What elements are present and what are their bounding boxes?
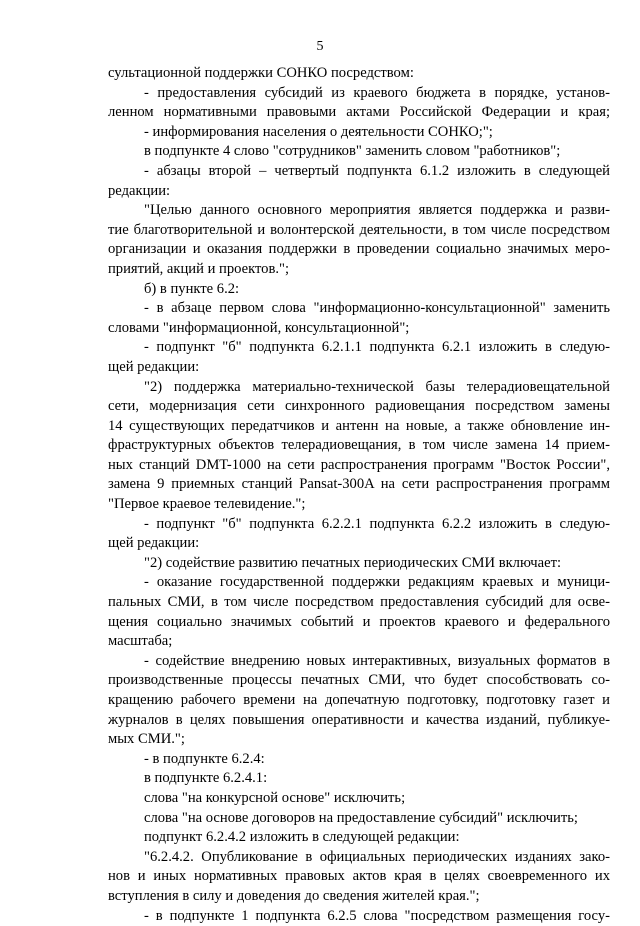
text-line: кращению рабочего времени на допечатную подготовку, подготовку газет и — [108, 692, 610, 708]
text-line: пальных СМИ, в том числе посредством предоставления субсидий для осве- — [108, 594, 610, 611]
text-line: журналов в целях повышения оперативности и качества изданий, публикуе- — [108, 711, 610, 728]
text-line: - предоставления субсидий из краевого бюджета в порядке, установ- — [144, 84, 610, 101]
text-line: "6.2.4.2. Опубликование в официальных периодических изданиях зако- — [144, 848, 610, 865]
text-line: - информирования населения о деятельности СОНКО;"; — [144, 123, 493, 140]
text-line: организации и оказания поддержки в проведении социально значимых меро- — [108, 241, 610, 258]
text-line: вступления в силу и доведения до сведения жителей края."; — [108, 887, 480, 904]
text-line: "2) поддержка материально-технической базы телерадиовещательной — [144, 378, 610, 395]
text-line: - в подпункте 1 подпункта 6.2.5 слова "посредством размещения госу- — [144, 907, 610, 924]
text-line: "Первое краевое телевидение."; — [108, 496, 306, 513]
text-line: замена 9 приемных станций Pansat-300A на сети распространения программ — [108, 476, 610, 493]
text-line: "Целью данного основного мероприятия является поддержка и разви- — [144, 202, 610, 219]
text-line: редакции: — [108, 182, 171, 199]
text-line: ленном нормативными правовыми актами Российской Федерации и края; — [108, 104, 610, 121]
text-line: фраструктурных объектов телерадиовещания, в том числе замена 14 прием- — [108, 437, 610, 454]
text-line: нов и иных нормативных правовых актов края в целях своевременного их — [108, 868, 610, 885]
text-line: - абзацы второй – четвертый подпункта 6.1.2 изложить в следующей — [144, 162, 610, 179]
text-line: - подпункт "б" подпункта 6.2.1.1 подпункта 6.2.1 изложить в следую- — [144, 339, 610, 356]
text-line: тие благотворительной и волонтерской деятельности, в том числе посредством — [108, 221, 610, 238]
page-number: 5 — [316, 39, 324, 54]
text-line: "2) содействие развитию печатных периодических СМИ включает: — [144, 554, 562, 571]
text-line: щения социально значимых событий и проектов краевого и федерального — [108, 613, 610, 630]
text-line: мых СМИ."; — [108, 731, 185, 748]
text-line: производственные процессы печатных СМИ, что будет способствовать со- — [108, 672, 610, 689]
text-line: приятий, акций и проектов."; — [108, 260, 290, 277]
text-line: сети, модернизация сети синхронного радиовещания посредством замены — [108, 398, 610, 415]
text-line: в подпункте 6.2.4.1: — [144, 770, 268, 787]
text-line: - оказание государственной поддержки редакциям краевых и муници- — [144, 574, 610, 591]
text-line: слова "на основе договоров на предоставление субсидий" исключить; — [144, 809, 578, 826]
text-line: - в подпункте 6.2.4: — [144, 750, 265, 767]
text-line: 14 существующих передатчиков и антенн на новые, а также обновление ин- — [108, 417, 610, 434]
text-line: в подпункте 4 слово "сотрудников" заменить словом "работников"; — [144, 143, 561, 160]
text-line: словами "информационной, консультационной"; — [108, 319, 410, 336]
text-line: сультационной поддержки СОНКО посредством: — [108, 65, 414, 81]
text-line: - содействие внедрению новых интерактивных, визуальных форматов в — [144, 652, 610, 669]
text-line: - в абзаце первом слова "информационно-консультационной" заменить — [144, 300, 610, 317]
text-line: слова "на конкурсной основе" исключить; — [144, 789, 406, 806]
text-line: ных станций DMT-1000 на сети распространения программ "Восток России", — [108, 456, 610, 473]
text-line: щей редакции: — [108, 358, 200, 375]
text-line: подпункт 6.2.4.2 изложить в следующей редакции: — [144, 829, 460, 846]
text-line: - подпункт "б" подпункта 6.2.2.1 подпункта 6.2.2 изложить в следую- — [144, 515, 610, 532]
document-body — [108, 64, 610, 926]
text-line: б) в пункте 6.2: — [144, 280, 240, 297]
text-line: щей редакции: — [108, 535, 200, 552]
text-line: масштаба; — [108, 633, 173, 650]
